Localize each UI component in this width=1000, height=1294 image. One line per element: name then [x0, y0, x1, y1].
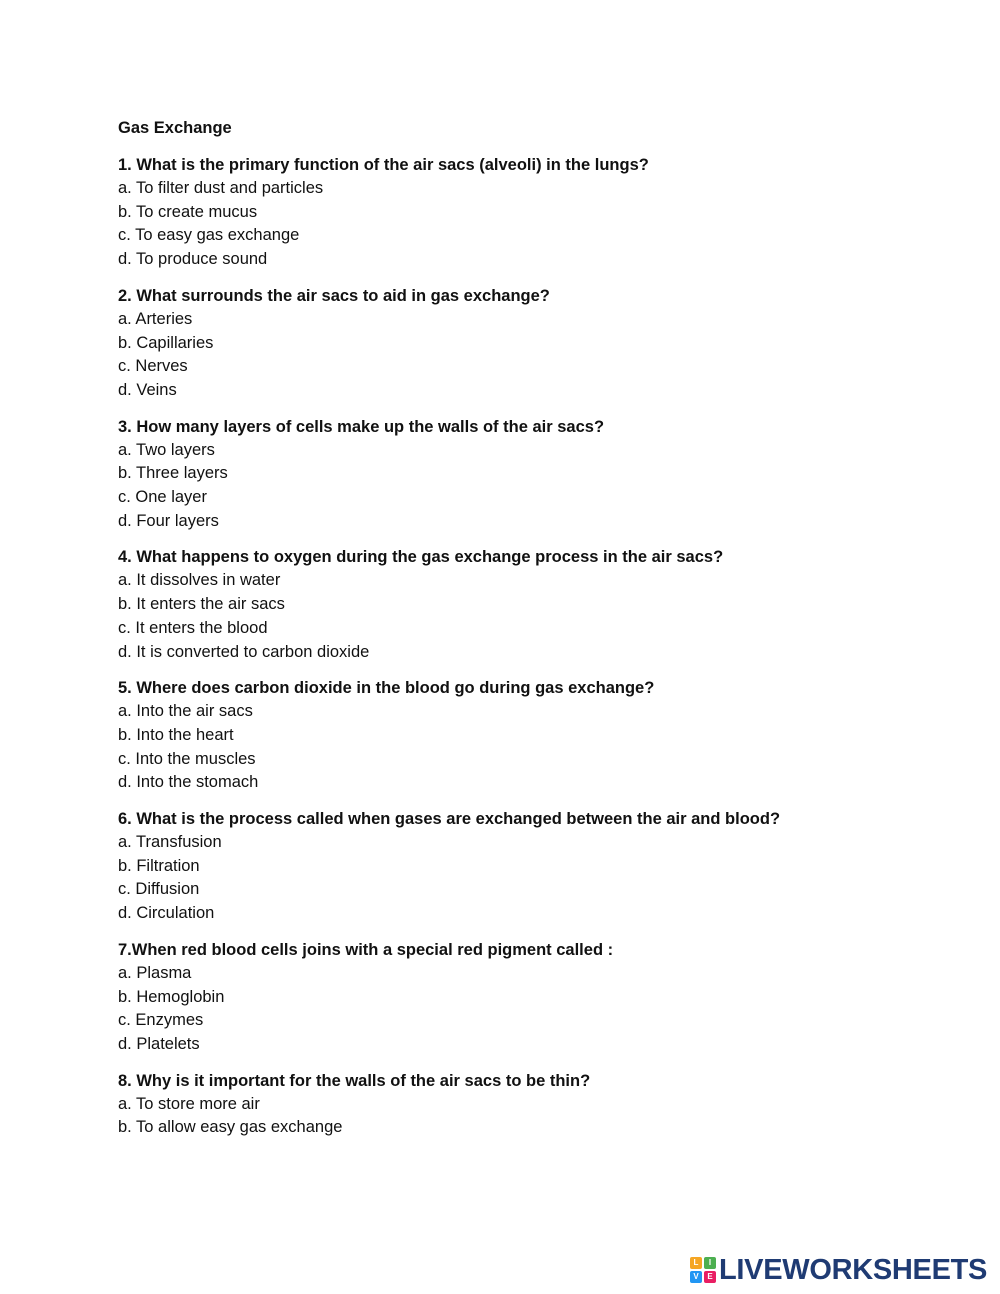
- worksheet-page: [118, 116, 938, 1152]
- answer-option: a. It dissolves in water: [118, 571, 281, 590]
- answer-option: d. To produce sound: [118, 250, 268, 269]
- question-block: [118, 676, 938, 795]
- question-text: 3. How many layers of cells make up the walls of the air sacs?: [118, 417, 605, 436]
- question-text: 4. What happens to oxygen during the gas exchange process in the air sacs?: [118, 548, 724, 567]
- logo-mark-letter: L: [690, 1257, 702, 1269]
- logo-mark-icon: [690, 1257, 716, 1283]
- answer-option: c. Nerves: [118, 357, 188, 376]
- answer-option: a. To filter dust and particles: [118, 179, 324, 197]
- logo-mark-letter: E: [704, 1271, 716, 1283]
- answer-option: b. Capillaries: [118, 333, 214, 352]
- answer-option: a. Into the air sacs: [118, 702, 253, 721]
- question-block: [118, 545, 938, 664]
- question-text: 1. What is the primary function of the air sacs (alveoli) in the lungs?: [118, 156, 649, 174]
- answer-option: a. To store more air: [118, 1094, 260, 1113]
- question-block: [118, 938, 938, 1057]
- question-text: 7.When red blood cells joins with a special red pigment called :: [118, 940, 614, 959]
- answer-option: c. It enters the blood: [118, 618, 268, 637]
- answer-option: c. Diffusion: [118, 880, 200, 899]
- logo-mark-letter: V: [690, 1271, 702, 1283]
- answer-option: a. Two layers: [118, 440, 215, 459]
- answer-option: d. It is converted to carbon dioxide: [118, 642, 370, 661]
- answer-option: a. Plasma: [118, 963, 192, 982]
- answer-option: d. Circulation: [118, 904, 215, 923]
- question-block: [118, 415, 938, 534]
- answer-option: b. It enters the air sacs: [118, 595, 285, 614]
- answer-option: a. Transfusion: [118, 833, 222, 852]
- answer-option: d. Platelets: [118, 1034, 200, 1053]
- answer-option: d. Four layers: [118, 511, 219, 530]
- question-block: [118, 284, 938, 403]
- answer-option: d. Into the stomach: [118, 773, 259, 792]
- question-text: 6. What is the process called when gases are exchanged between the air and blood?: [118, 810, 781, 829]
- question-text: 2. What surrounds the air sacs to aid in gas exchange?: [118, 286, 550, 305]
- answer-option: c. Enzymes: [118, 1011, 204, 1030]
- answer-option: b. To allow easy gas exchange: [118, 1118, 343, 1137]
- answer-option: b. Hemoglobin: [118, 987, 225, 1006]
- logo-mark-letter: I: [704, 1257, 716, 1269]
- question-list: [118, 153, 938, 1140]
- question-text: 8. Why is it important for the walls of the air sacs to be thin?: [118, 1071, 591, 1090]
- liveworksheets-logo: [690, 1254, 987, 1286]
- answer-option: b. Into the heart: [118, 725, 234, 744]
- answer-option: b. Filtration: [118, 856, 200, 875]
- answer-option: c. To easy gas exchange: [118, 226, 300, 245]
- answer-option: b. Three layers: [118, 464, 228, 483]
- answer-option: d. Veins: [118, 380, 177, 399]
- answer-option: c. One layer: [118, 488, 207, 507]
- question-text: 5. Where does carbon dioxide in the blood go during gas exchange?: [118, 679, 655, 698]
- question-block: [118, 1069, 938, 1140]
- page-title: Gas Exchange: [118, 119, 232, 137]
- answer-option: a. Arteries: [118, 309, 193, 328]
- answer-option: b. To create mucus: [118, 202, 258, 221]
- logo-text: LIVEWORKSHEETS: [719, 1254, 988, 1286]
- question-block: [118, 153, 938, 272]
- question-block: [118, 807, 938, 926]
- answer-option: c. Into the muscles: [118, 749, 256, 768]
